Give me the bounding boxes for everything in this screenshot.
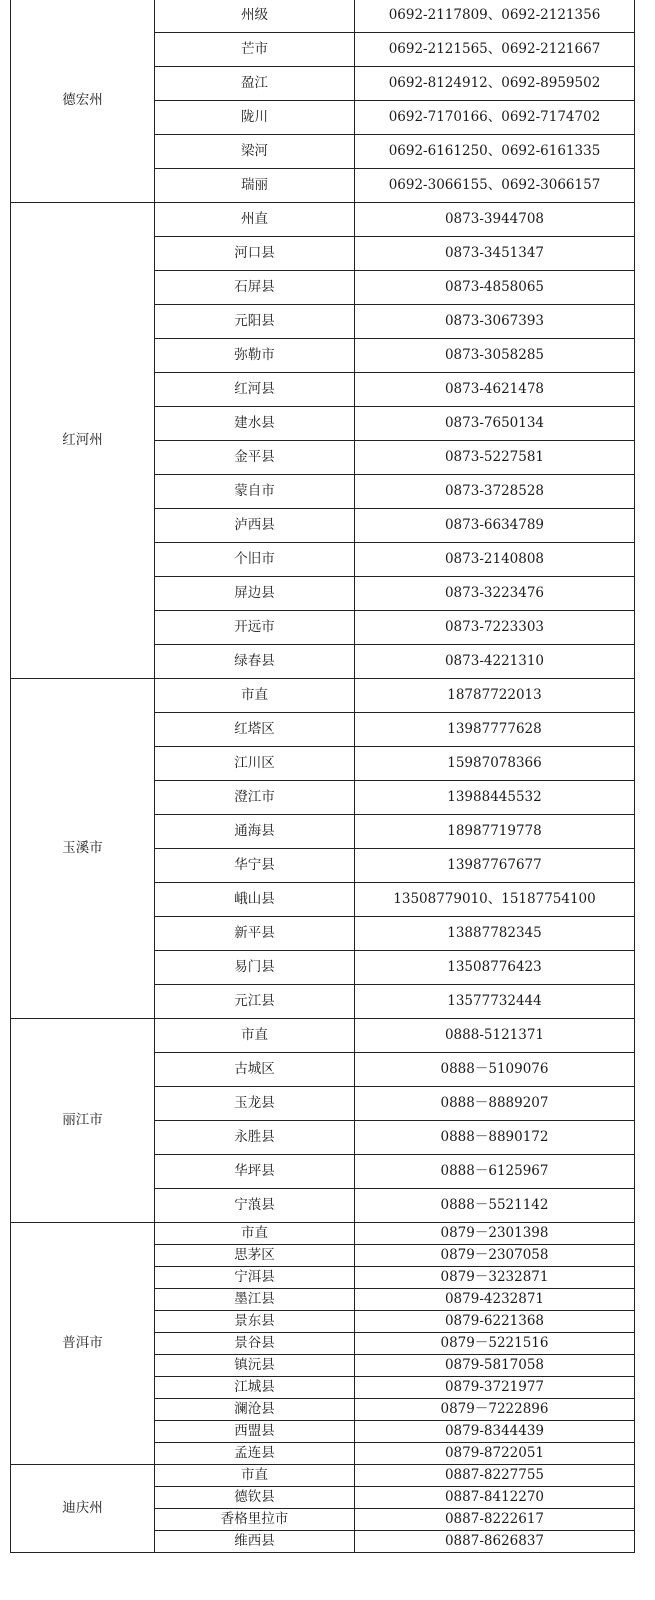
district-cell: 金平县	[155, 441, 355, 475]
contact-table-body	[11, 0, 635, 1553]
phone-cell: 13987767677	[355, 849, 635, 883]
district-cell: 个旧市	[155, 543, 355, 577]
phone-cell: 0873-7650134	[355, 407, 635, 441]
phone-cell: 0888－5109076	[355, 1053, 635, 1087]
phone-cell: 0888－5521142	[355, 1189, 635, 1223]
district-cell: 石屏县	[155, 271, 355, 305]
district-cell: 德钦县	[155, 1487, 355, 1509]
district-cell: 易门县	[155, 951, 355, 985]
phone-cell: 0873-7223303	[355, 611, 635, 645]
district-cell: 墨江县	[155, 1289, 355, 1311]
district-cell: 西盟县	[155, 1421, 355, 1443]
city-cell: 玉溪市	[11, 679, 155, 1019]
phone-cell: 0873-3067393	[355, 305, 635, 339]
phone-cell: 0692-6161250、0692-6161335	[355, 135, 635, 169]
district-cell: 市直	[155, 1465, 355, 1487]
district-cell: 江城县	[155, 1377, 355, 1399]
district-cell: 红河县	[155, 373, 355, 407]
phone-cell: 0873-3728528	[355, 475, 635, 509]
district-cell: 红塔区	[155, 713, 355, 747]
contact-table	[10, 0, 635, 1553]
district-cell: 景谷县	[155, 1333, 355, 1355]
phone-cell: 13988445532	[355, 781, 635, 815]
table-row	[11, 1465, 635, 1487]
district-cell: 澜沧县	[155, 1399, 355, 1421]
phone-cell: 0879－7222896	[355, 1399, 635, 1421]
city-cell: 普洱市	[11, 1223, 155, 1465]
table-row	[11, 0, 635, 33]
district-cell: 芒市	[155, 33, 355, 67]
district-cell: 州直	[155, 203, 355, 237]
table-row	[11, 679, 635, 713]
district-cell: 元江县	[155, 985, 355, 1019]
district-cell: 镇沅县	[155, 1355, 355, 1377]
phone-cell: 0888－8890172	[355, 1121, 635, 1155]
phone-cell: 0879-8722051	[355, 1443, 635, 1465]
phone-cell: 0873-3058285	[355, 339, 635, 373]
district-cell: 华宁县	[155, 849, 355, 883]
city-cell: 迪庆州	[11, 1465, 155, 1553]
phone-cell: 0879-3721977	[355, 1377, 635, 1399]
table-row	[11, 1223, 635, 1245]
phone-cell: 0887-8222617	[355, 1509, 635, 1531]
phone-cell: 0692-2117809、0692-2121356	[355, 0, 635, 33]
district-cell: 开远市	[155, 611, 355, 645]
phone-cell: 13508776423	[355, 951, 635, 985]
phone-cell: 13577732444	[355, 985, 635, 1019]
phone-cell: 18787722013	[355, 679, 635, 713]
district-cell: 澄江市	[155, 781, 355, 815]
district-cell: 古城区	[155, 1053, 355, 1087]
district-cell: 建水县	[155, 407, 355, 441]
district-cell: 元阳县	[155, 305, 355, 339]
district-cell: 泸西县	[155, 509, 355, 543]
district-cell: 盈江	[155, 67, 355, 101]
district-cell: 市直	[155, 1223, 355, 1245]
phone-cell: 0879－2307058	[355, 1245, 635, 1267]
district-cell: 通海县	[155, 815, 355, 849]
table-row	[11, 203, 635, 237]
phone-cell: 0873-4858065	[355, 271, 635, 305]
district-cell: 绿春县	[155, 645, 355, 679]
phone-cell: 0873-3223476	[355, 577, 635, 611]
phone-cell: 0873-4221310	[355, 645, 635, 679]
district-cell: 孟连县	[155, 1443, 355, 1465]
phone-cell: 13887782345	[355, 917, 635, 951]
phone-cell: 0873-3944708	[355, 203, 635, 237]
phone-cell: 0692-8124912、0692-8959502	[355, 67, 635, 101]
district-cell: 宁蒗县	[155, 1189, 355, 1223]
phone-cell: 0873-6634789	[355, 509, 635, 543]
phone-cell: 15987078366	[355, 747, 635, 781]
phone-cell: 0873-2140808	[355, 543, 635, 577]
district-cell: 景东县	[155, 1311, 355, 1333]
phone-cell: 0879－2301398	[355, 1223, 635, 1245]
district-cell: 峨山县	[155, 883, 355, 917]
phone-cell: 0887-8412270	[355, 1487, 635, 1509]
district-cell: 弥勒市	[155, 339, 355, 373]
phone-cell: 0873-3451347	[355, 237, 635, 271]
district-cell: 蒙自市	[155, 475, 355, 509]
district-cell: 玉龙县	[155, 1087, 355, 1121]
phone-cell: 18987719778	[355, 815, 635, 849]
table-row	[11, 1019, 635, 1053]
district-cell: 州级	[155, 0, 355, 33]
district-cell: 华坪县	[155, 1155, 355, 1189]
phone-cell: 0887-8626837	[355, 1531, 635, 1553]
phone-cell: 0879－5221516	[355, 1333, 635, 1355]
district-cell: 维西县	[155, 1531, 355, 1553]
district-cell: 思茅区	[155, 1245, 355, 1267]
phone-cell: 0692-7170166、0692-7174702	[355, 101, 635, 135]
phone-cell: 0888－8889207	[355, 1087, 635, 1121]
phone-cell: 0887-8227755	[355, 1465, 635, 1487]
phone-cell: 0879-5817058	[355, 1355, 635, 1377]
district-cell: 香格里拉市	[155, 1509, 355, 1531]
phone-cell: 13987777628	[355, 713, 635, 747]
phone-cell: 0879－3232871	[355, 1267, 635, 1289]
district-cell: 市直	[155, 679, 355, 713]
district-cell: 梁河	[155, 135, 355, 169]
district-cell: 陇川	[155, 101, 355, 135]
district-cell: 屏边县	[155, 577, 355, 611]
district-cell: 市直	[155, 1019, 355, 1053]
phone-cell: 0879-8344439	[355, 1421, 635, 1443]
phone-cell: 13508779010、15187754100	[355, 883, 635, 917]
city-cell: 红河州	[11, 203, 155, 679]
phone-cell: 0888－6125967	[355, 1155, 635, 1189]
phone-cell: 0873-4621478	[355, 373, 635, 407]
phone-cell: 0692-2121565、0692-2121667	[355, 33, 635, 67]
city-cell: 德宏州	[11, 0, 155, 203]
district-cell: 宁洱县	[155, 1267, 355, 1289]
phone-cell: 0879-4232871	[355, 1289, 635, 1311]
district-cell: 瑞丽	[155, 169, 355, 203]
phone-cell: 0873-5227581	[355, 441, 635, 475]
city-cell: 丽江市	[11, 1019, 155, 1223]
district-cell: 河口县	[155, 237, 355, 271]
district-cell: 新平县	[155, 917, 355, 951]
district-cell: 永胜县	[155, 1121, 355, 1155]
phone-cell: 0888-5121371	[355, 1019, 635, 1053]
phone-cell: 0879-6221368	[355, 1311, 635, 1333]
district-cell: 江川区	[155, 747, 355, 781]
phone-cell: 0692-3066155、0692-3066157	[355, 169, 635, 203]
